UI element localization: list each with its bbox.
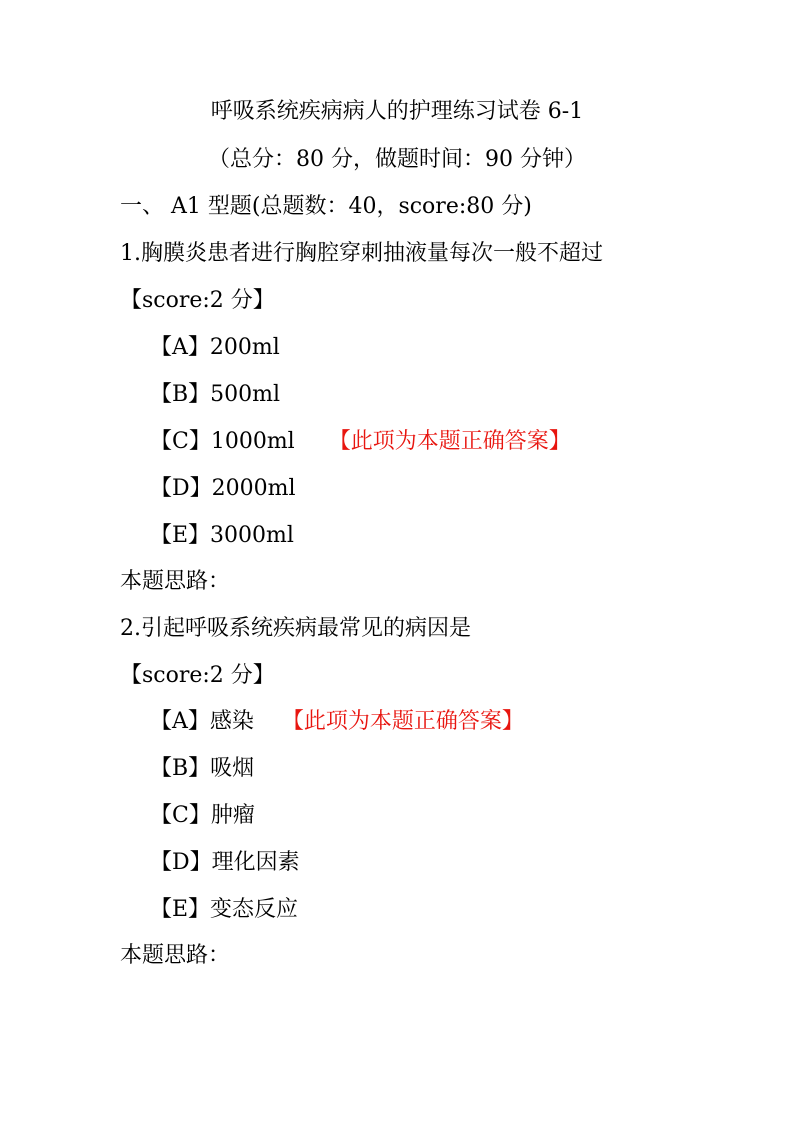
question-1-correct-answer-marker: 【此项为本题正确答案】	[328, 429, 571, 454]
question-1-score: 【score:2 分】	[120, 288, 275, 313]
question-1-option-d: 【D】2000ml	[150, 476, 296, 501]
question-2-explanation-label: 本题思路：	[120, 943, 231, 968]
question-2-option-d: 【D】理化因素	[150, 850, 300, 875]
document-subtitle: （总分：80 分，做题时间：90 分钟）	[208, 147, 586, 172]
question-1-option-c	[150, 427, 571, 457]
question-2-option-b: 【B】吸烟	[150, 756, 255, 781]
question-1-stem: 1.胸膜炎患者进行胸腔穿刺抽液量每次一般不超过	[120, 241, 603, 266]
question-2-option-a	[150, 707, 524, 737]
question-2-score: 【score:2 分】	[120, 663, 275, 688]
document-title: 呼吸系统疾病病人的护理练习试卷 6-1	[210, 99, 584, 124]
question-2-option-e: 【E】变态反应	[150, 897, 299, 922]
section-heading: 一、 A1 型题(总题数：40，score:80 分)	[120, 194, 532, 219]
question-2-correct-answer-marker: 【此项为本题正确答案】	[281, 709, 524, 734]
question-2-option-c: 【C】肿瘤	[150, 803, 255, 828]
question-1-option-e: 【E】3000ml	[150, 523, 294, 548]
question-1-option-c-text: 【C】1000ml	[150, 429, 295, 454]
question-1-option-b: 【B】500ml	[150, 382, 281, 407]
question-2-option-a-text: 【A】感染	[150, 709, 254, 734]
question-1-explanation-label: 本题思路：	[120, 569, 231, 594]
question-2-stem: 2.引起呼吸系统疾病最常见的病因是	[120, 616, 471, 641]
question-1-option-a: 【A】200ml	[150, 335, 280, 360]
